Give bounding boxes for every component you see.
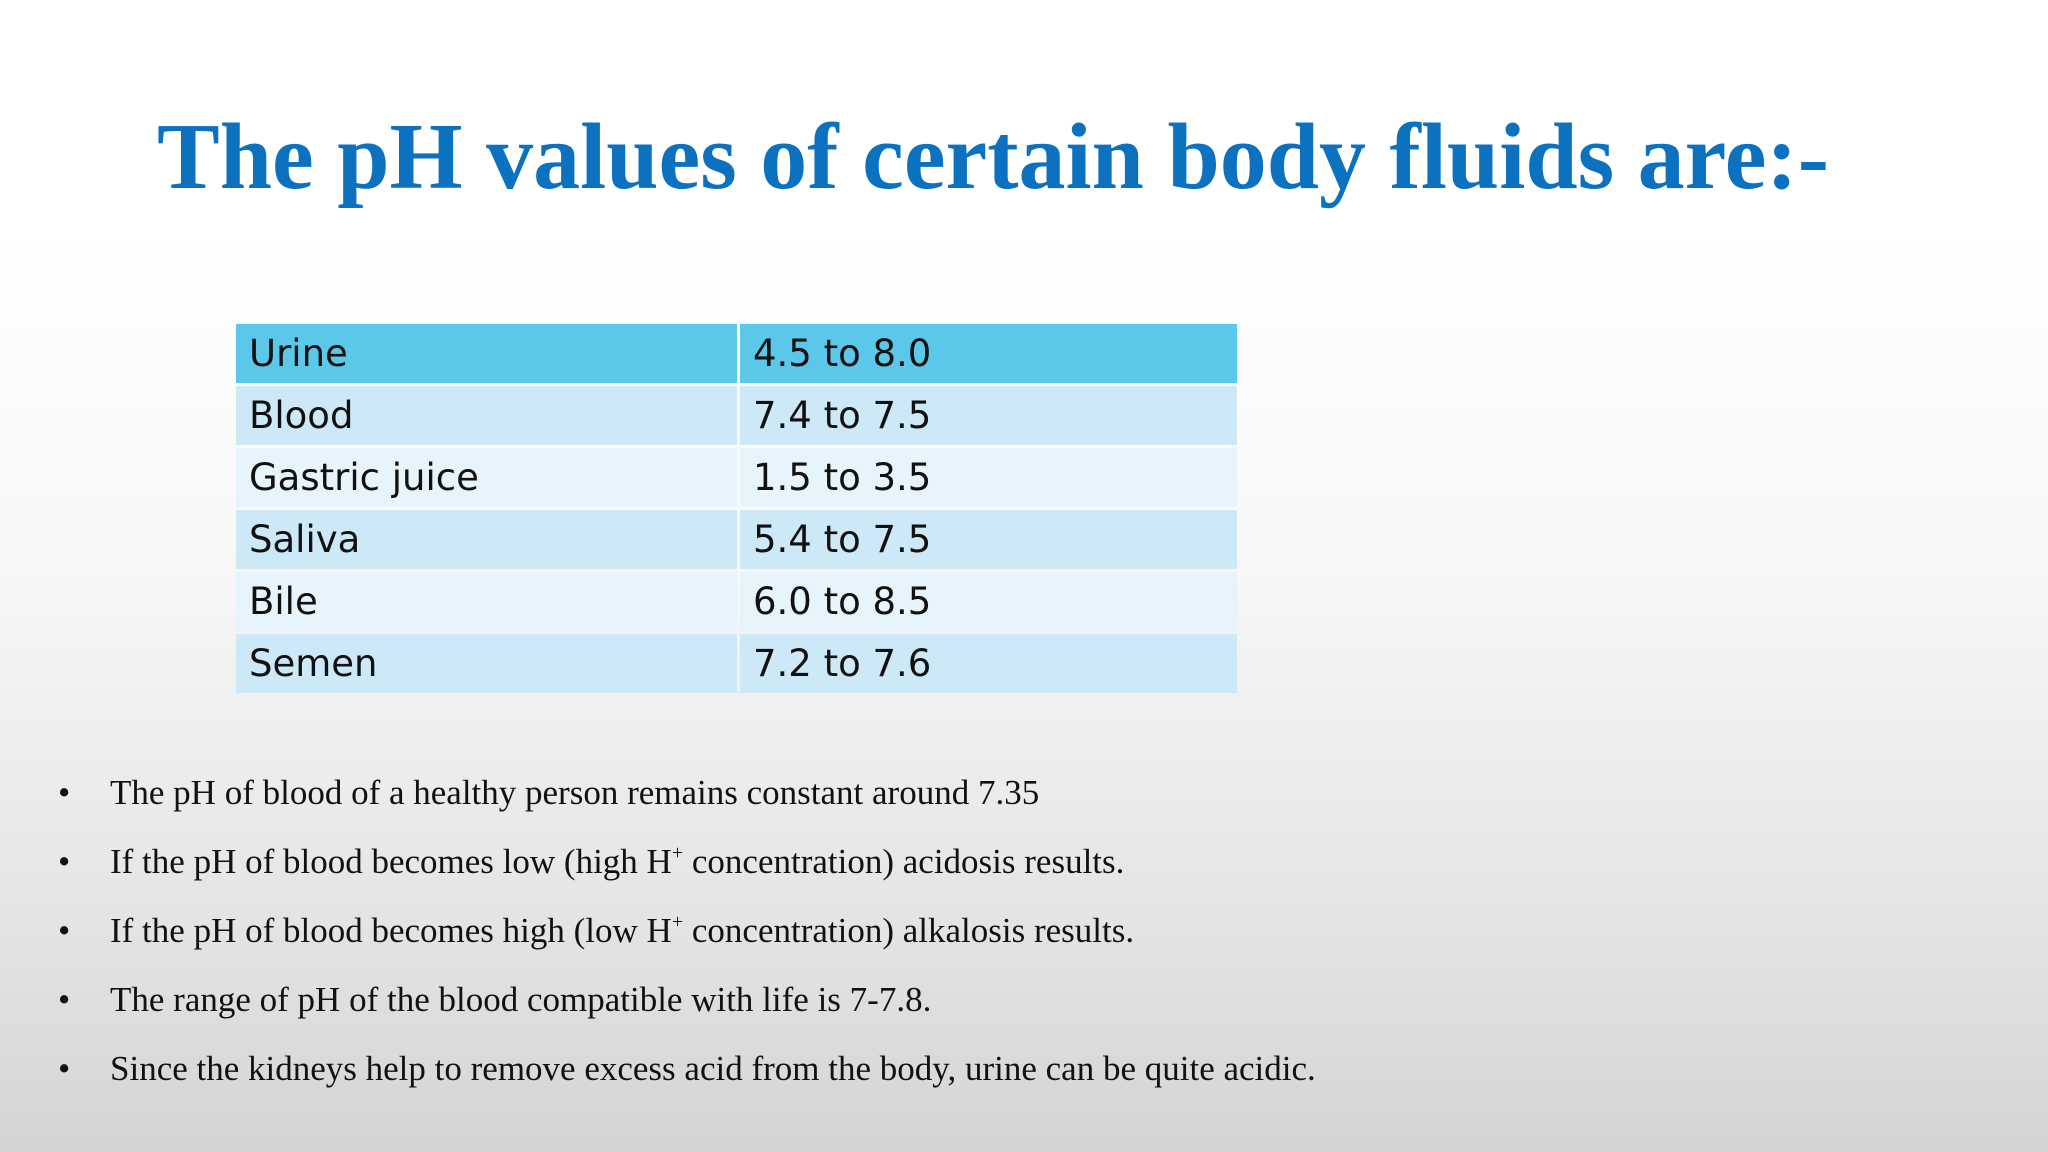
note-text: Since the kidneys help to remove excess acid from the body, urine can be quite acidic. — [110, 1049, 1316, 1088]
bullet-icon: • — [58, 911, 71, 950]
bullet-icon: • — [58, 1049, 71, 1088]
ph-range-cell: 1.5 to 3.5 — [740, 448, 1237, 507]
bullet-icon: • — [58, 980, 71, 1019]
notes-list — [58, 767, 1316, 1112]
note-text: If the pH of blood becomes low (high H — [110, 842, 672, 881]
fluid-name-cell: Saliva — [236, 510, 737, 569]
table-row — [236, 510, 1237, 569]
list-item — [58, 905, 1316, 974]
list-item — [58, 1043, 1316, 1112]
superscript-plus: + — [671, 911, 684, 933]
superscript-plus: + — [671, 842, 684, 864]
table-row — [236, 386, 1237, 445]
ph-range-cell: 7.4 to 7.5 — [740, 386, 1237, 445]
fluid-name-cell: Gastric juice — [236, 448, 737, 507]
fluid-name-cell: Bile — [236, 572, 737, 631]
ph-range-cell: 7.2 to 7.6 — [740, 634, 1237, 693]
list-item — [58, 836, 1316, 905]
ph-values-table — [233, 321, 1240, 696]
bullet-icon: • — [58, 773, 71, 812]
note-text: The pH of blood of a healthy person remains constant around 7.35 — [110, 773, 1040, 812]
table-row — [236, 634, 1237, 693]
bullet-icon: • — [58, 842, 71, 881]
fluid-name-cell: Urine — [236, 324, 737, 383]
slide-title: The pH values of certain body fluids are:- — [157, 105, 1830, 209]
fluid-name-cell: Semen — [236, 634, 737, 693]
list-item — [58, 974, 1316, 1043]
ph-range-cell: 4.5 to 8.0 — [740, 324, 1237, 383]
ph-range-cell: 6.0 to 8.5 — [740, 572, 1237, 631]
list-item — [58, 767, 1316, 836]
ph-range-cell: 5.4 to 7.5 — [740, 510, 1237, 569]
table-row — [236, 448, 1237, 507]
note-text: concentration) alkalosis results. — [683, 911, 1135, 950]
table-row — [236, 572, 1237, 631]
note-text: If the pH of blood becomes high (low H — [110, 911, 672, 950]
fluid-name-cell: Blood — [236, 386, 737, 445]
note-text: The range of pH of the blood compatible with life is 7-7.8. — [110, 980, 932, 1019]
note-text: concentration) acidosis results. — [683, 842, 1125, 881]
table-row — [236, 324, 1237, 383]
